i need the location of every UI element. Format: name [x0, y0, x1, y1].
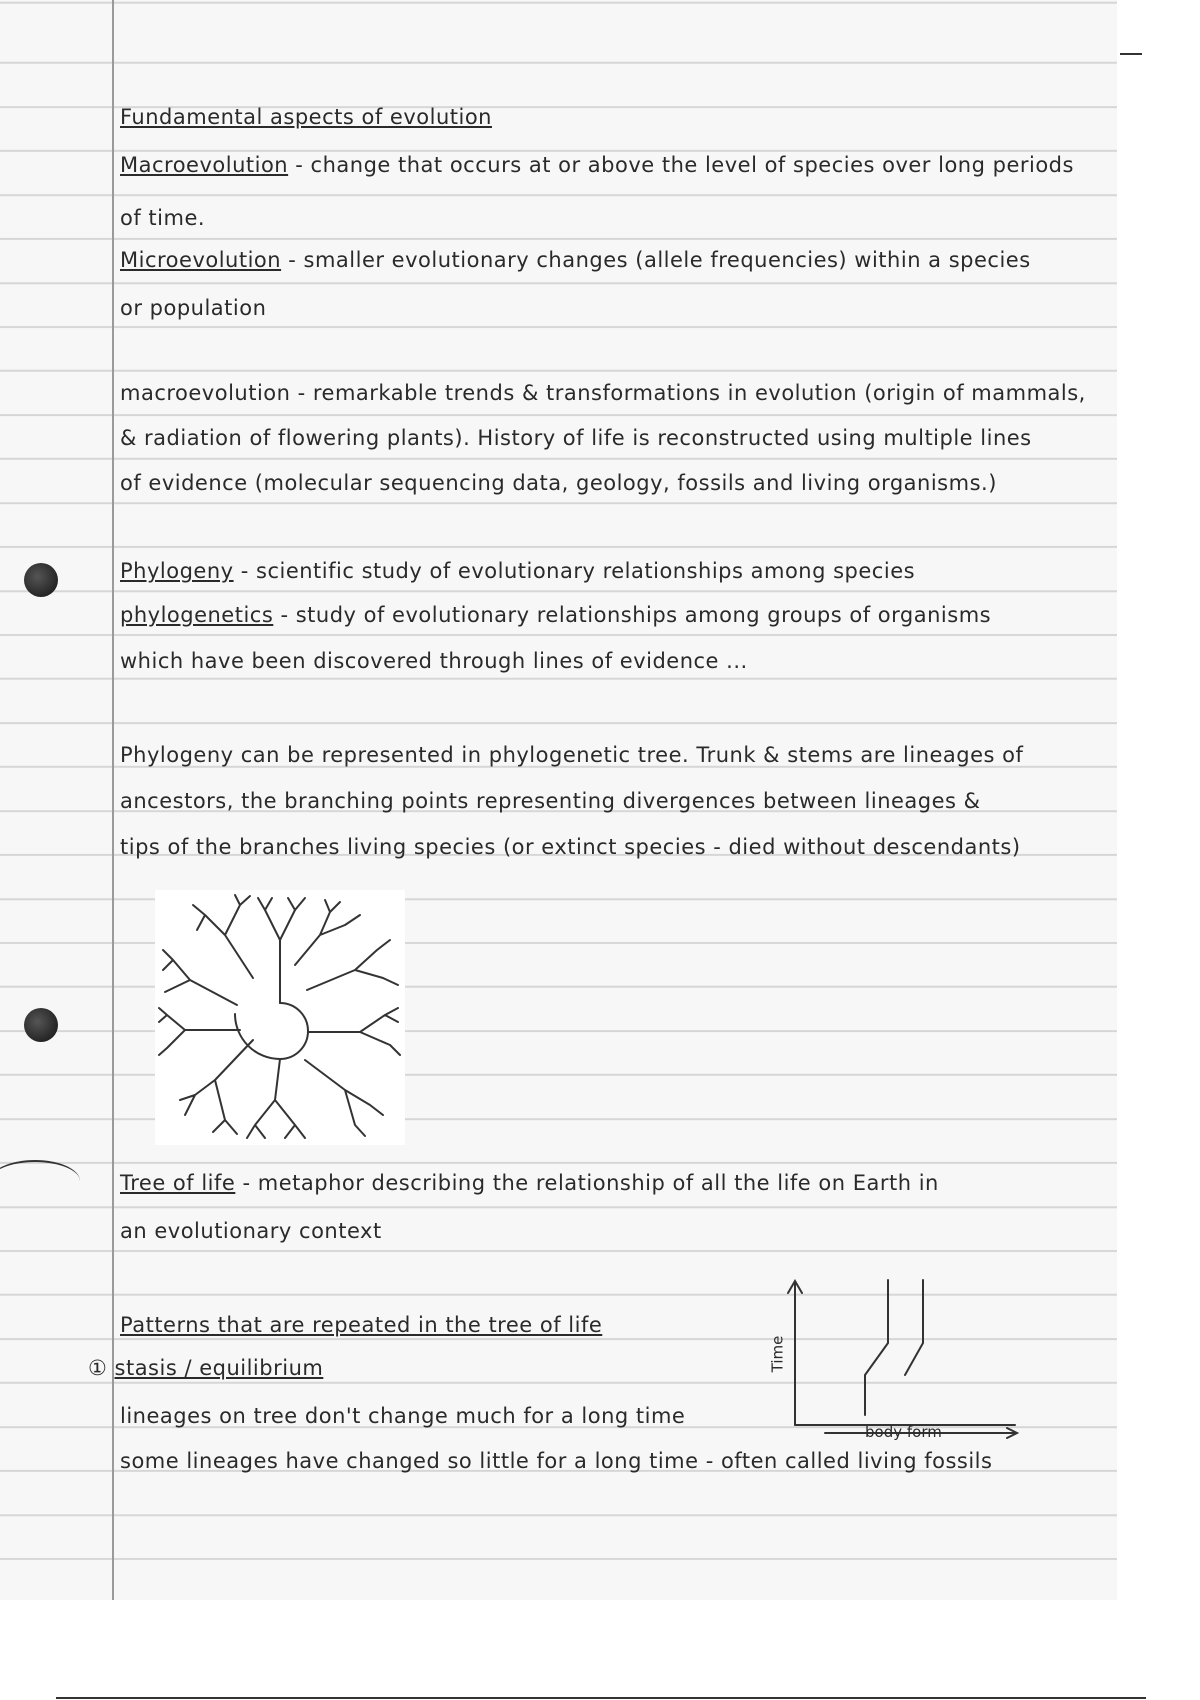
macroevolution-paragraph: of evidence (molecular sequencing data, geology, fossils and living organisms.): [120, 471, 997, 495]
list-number: ①: [88, 1356, 108, 1380]
term: Phylogeny: [120, 559, 234, 583]
y-axis-label: Time: [768, 1335, 787, 1373]
microevolution-def: Microevolution - smaller evolutionary changes (allele frequencies) within a species: [120, 248, 1031, 272]
phylogenetics-def-cont: which have been discovered through lines of evidence ...: [120, 649, 748, 673]
bottom-rule: [56, 1697, 1146, 1699]
microevolution-def-cont: or population: [120, 296, 267, 320]
term: phylogenetics: [120, 603, 274, 627]
circular-phylogenetic-tree: [155, 890, 405, 1145]
phylogenetics-def: phylogenetics - study of evolutionary relationships among groups of organisms: [120, 603, 992, 627]
tree-paragraph: ancestors, the branching points representing divergences between lineages &: [120, 789, 981, 813]
tree-paragraph: tips of the branches living species (or extinct species - died without descendants): [120, 835, 1021, 859]
macroevolution-paragraph: & radiation of flowering plants). History of life is reconstructed using multiple lines: [120, 426, 1032, 450]
term: Macroevolution: [120, 153, 289, 177]
term: Tree of life: [120, 1171, 236, 1195]
term: Microevolution: [120, 248, 282, 272]
tree-paragraph: Phylogeny can be represented in phylogenetic tree. Trunk & stems are lineages of: [120, 743, 1024, 767]
stasis-point: some lineages have changed so little for a long time - often called living fossils: [120, 1449, 993, 1473]
phylogeny-def: Phylogeny - scientific study of evolutionary relationships among species: [120, 559, 916, 583]
edge-mark: [1120, 53, 1142, 55]
macroevolution-def: Macroevolution - change that occurs at or above the level of species over long periods: [120, 153, 1074, 177]
punch-hole: [24, 1008, 58, 1042]
page-title: Fundamental aspects of evolution: [120, 105, 492, 129]
x-axis-label: body form: [865, 1423, 942, 1441]
stasis-point: lineages on tree don't change much for a long time: [120, 1404, 686, 1428]
stasis-heading: ① stasis / equilibrium: [88, 1356, 324, 1380]
tree-of-life-def-cont: an evolutionary context: [120, 1219, 382, 1243]
stasis-diagram: [768, 1275, 1035, 1445]
tree-of-life-def: Tree of life - metaphor describing the relationship of all the life on Earth in: [120, 1171, 939, 1195]
patterns-heading: Patterns that are repeated in the tree of life: [120, 1313, 603, 1337]
macroevolution-def-cont: of time.: [120, 206, 206, 230]
page-curl-mark: [0, 1160, 80, 1202]
macroevolution-paragraph: macroevolution - remarkable trends & transformations in evolution (origin of mammals,: [120, 381, 1086, 405]
punch-hole: [24, 563, 58, 597]
